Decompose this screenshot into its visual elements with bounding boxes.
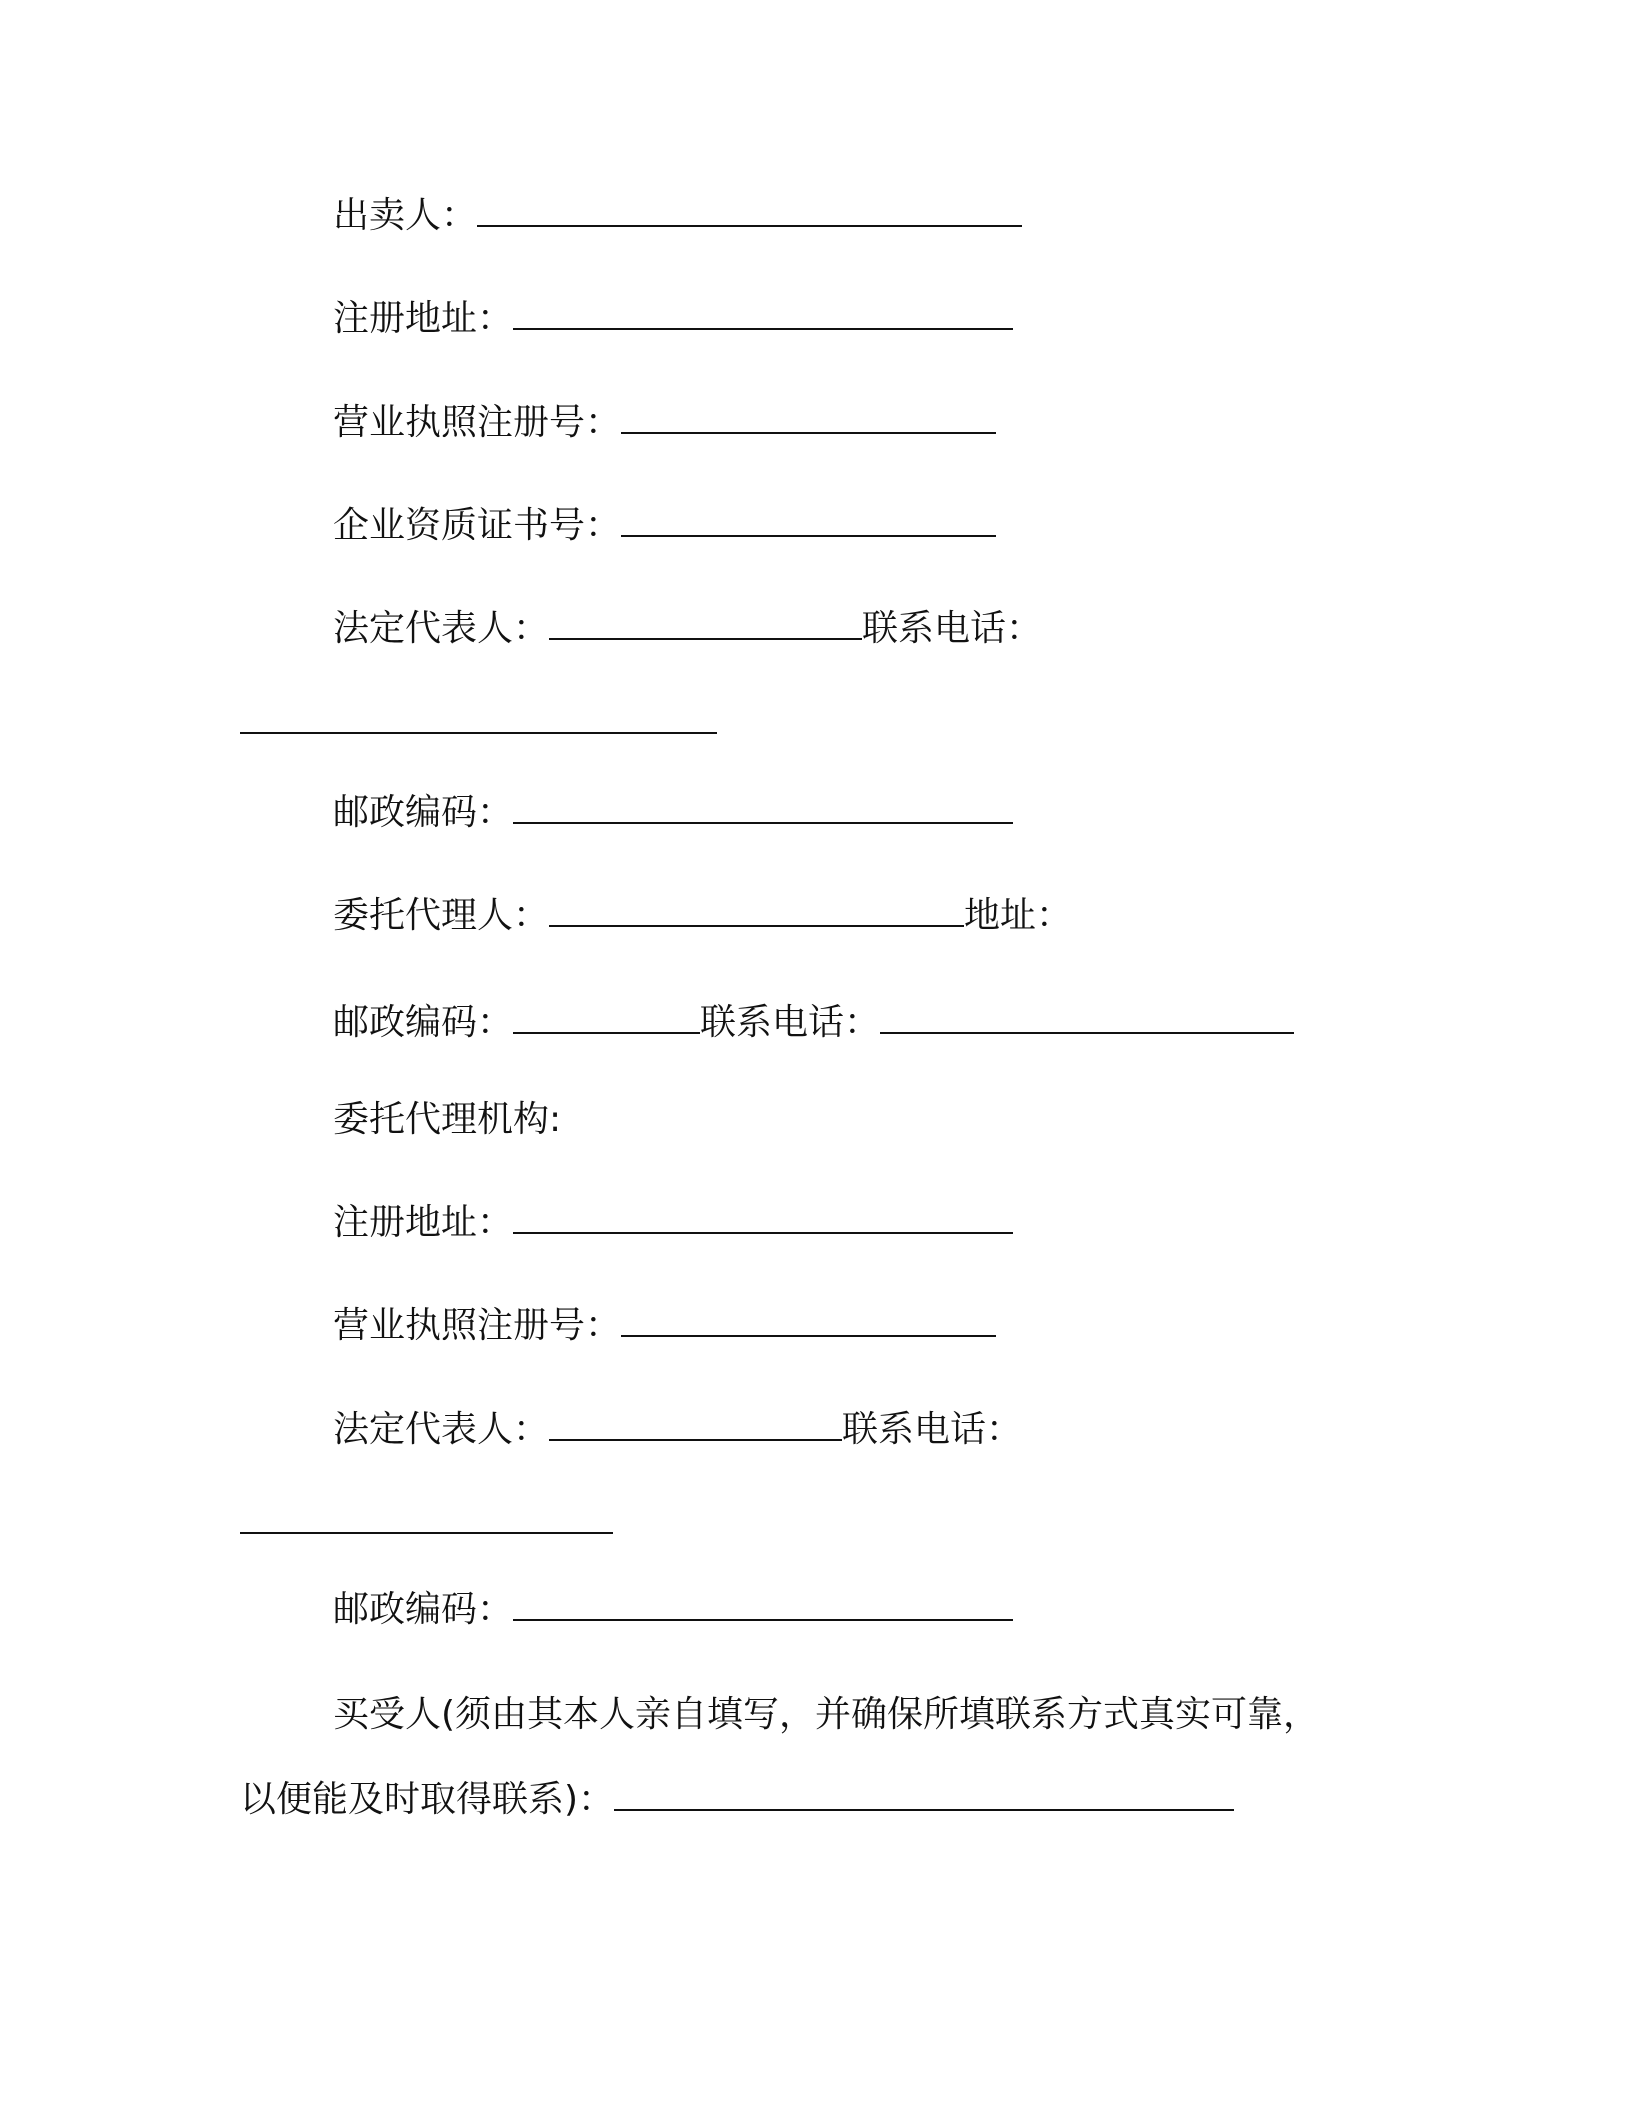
seller-address-blank[interactable] <box>513 298 1013 330</box>
seller-postcode-row <box>333 790 1013 836</box>
agency-heading: 委托代理机构: <box>333 1099 562 1140</box>
seller-qualification-row <box>333 503 996 549</box>
agency-phone-continuation <box>240 1500 613 1546</box>
buyer-blank[interactable] <box>614 1779 1234 1811</box>
buyer-label-line-2: 以便能及时取得联系)： <box>240 1779 615 1820</box>
agency-license-row <box>333 1303 996 1349</box>
agency-address-label: 注册地址： <box>333 1202 514 1243</box>
seller-postcode-blank[interactable] <box>513 792 1013 824</box>
seller-phone-blank[interactable] <box>240 702 717 734</box>
agency-postcode-row <box>333 1587 1013 1633</box>
agency-address-blank[interactable] <box>513 1202 1013 1234</box>
agency-address-row <box>333 1200 1013 1246</box>
agency-license-blank[interactable] <box>621 1305 996 1337</box>
seller-legal-rep-label: 法定代表人： <box>333 608 550 649</box>
buyer-label-row-2 <box>240 1777 1234 1823</box>
agency-legal-rep-row <box>333 1407 1022 1453</box>
seller-license-label: 营业执照注册号： <box>333 402 622 443</box>
seller-address-label: 注册地址： <box>333 298 514 339</box>
seller-legal-rep-row <box>333 606 1042 652</box>
agency-phone-label: 联系电话： <box>842 1409 1023 1450</box>
agent-phone-label: 联系电话： <box>700 1002 881 1043</box>
seller-name-label: 出卖人： <box>333 195 478 236</box>
agency-legal-rep-blank[interactable] <box>549 1409 842 1441</box>
agency-phone-blank[interactable] <box>240 1502 613 1534</box>
seller-legal-rep-blank[interactable] <box>549 608 862 640</box>
agent-name-row <box>333 893 1072 939</box>
agency-legal-rep-label: 法定代表人： <box>333 1409 550 1450</box>
agent-address-label: 地址： <box>964 895 1073 936</box>
seller-phone-continuation <box>240 700 717 746</box>
agent-postcode-blank[interactable] <box>513 1002 700 1034</box>
agent-contact-row <box>333 1000 1294 1046</box>
agent-name-label: 委托代理人： <box>333 895 550 936</box>
seller-qualification-blank[interactable] <box>621 505 996 537</box>
seller-phone-label: 联系电话： <box>862 608 1043 649</box>
agency-license-label: 营业执照注册号： <box>333 1305 622 1346</box>
seller-address-row <box>333 296 1013 342</box>
agency-postcode-blank[interactable] <box>513 1589 1013 1621</box>
agency-heading-row <box>333 1097 561 1143</box>
seller-qualification-label: 企业资质证书号： <box>333 505 622 546</box>
agent-phone-blank[interactable] <box>880 1002 1294 1034</box>
buyer-label-line-1: 买受人(须由其本人亲自填写，并确保所填联系方式真实可靠， <box>333 1694 1320 1735</box>
agency-postcode-label: 邮政编码： <box>333 1589 514 1630</box>
agent-postcode-label: 邮政编码： <box>333 1002 514 1043</box>
agent-name-blank[interactable] <box>549 895 964 927</box>
seller-license-row <box>333 400 996 446</box>
seller-license-blank[interactable] <box>621 402 996 434</box>
buyer-label-row-1 <box>333 1692 1319 1738</box>
seller-name-blank[interactable] <box>477 195 1022 227</box>
seller-name-row <box>333 193 1022 239</box>
seller-postcode-label: 邮政编码： <box>333 792 514 833</box>
